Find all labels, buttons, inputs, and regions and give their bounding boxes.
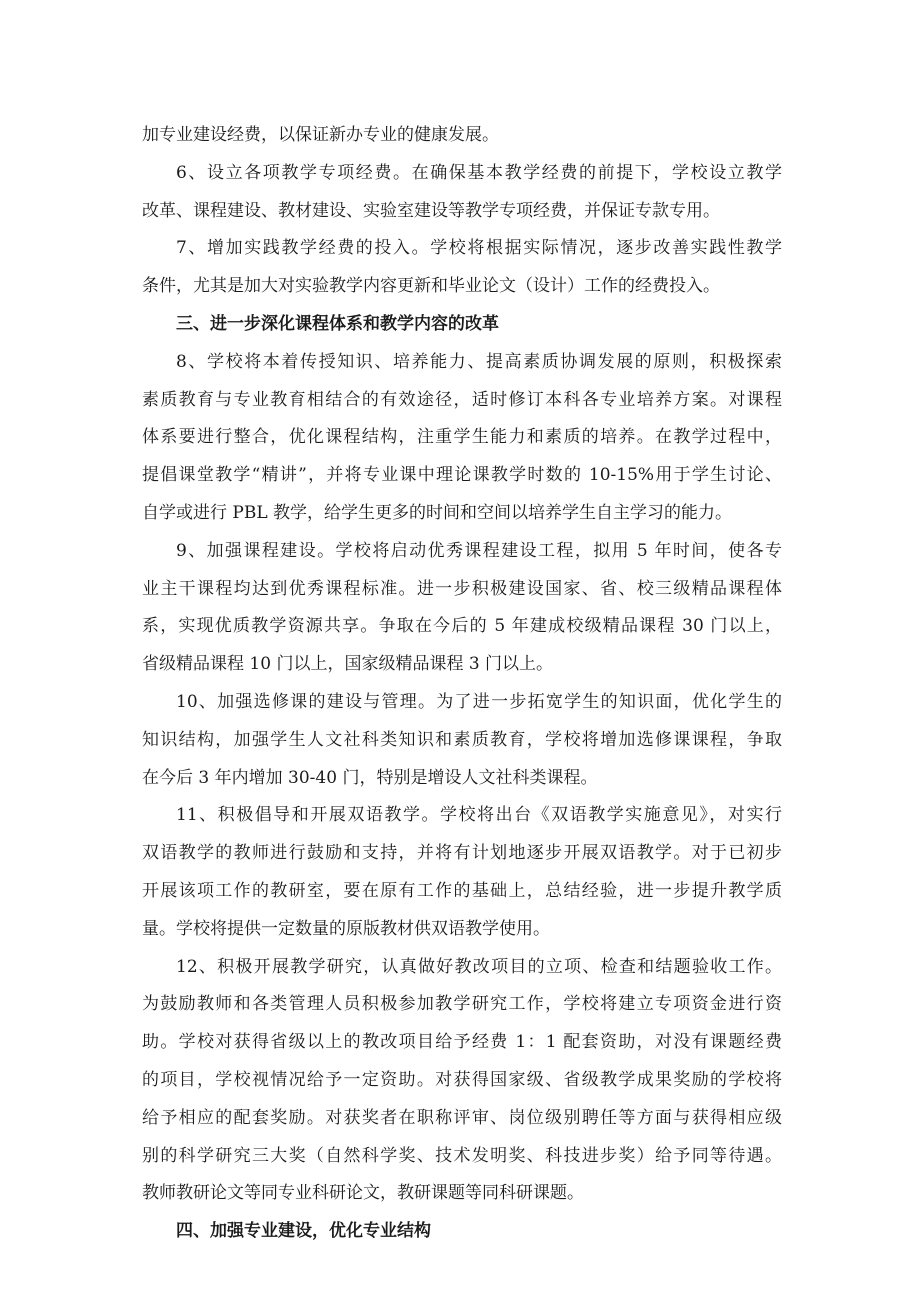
text-line: 为鼓励教师和各类管理人员积极参加教学研究工作，学校将建立专项资金进行资 bbox=[142, 994, 782, 1015]
text-line: 自学或进行 PBL 教学，给学生更多的时间和空间以培养学生自主学习的能力。 bbox=[142, 502, 733, 523]
text-line: 给予相应的配套奖励。对获奖者在职称评审、岗位级别聘任等方面与获得相应级 bbox=[142, 1107, 782, 1128]
text-line: 加专业建设经费，以保证新办专业的健康发展。 bbox=[142, 125, 499, 145]
text-line: 别的科学研究三大奖（自然科学奖、技术发明奖、科技进步奖）给予同等待遇。 bbox=[142, 1145, 782, 1166]
paragraph-first-line: 11、积极倡导和开展双语教学。学校将出台《双语教学实施意见》，对实行 bbox=[176, 805, 782, 826]
text-line: 在今后 3 年内增加 30-40 门，特别是增设人文社科类课程。 bbox=[142, 767, 598, 788]
text-line: 的项目，学校视情况给予一定资助。对获得国家级、省级教学成果奖励的学校将 bbox=[142, 1069, 782, 1090]
section-heading: 三、进一步深化课程体系和教学内容的改革 bbox=[176, 313, 499, 334]
text-line: 助。学校对获得省级以上的教改项目给予经费 1：1 配套资助，对没有课题经费 bbox=[142, 1032, 782, 1053]
section-heading: 四、加强专业建设，优化专业结构 bbox=[176, 1221, 431, 1242]
text-line: 改革、课程建设、教材建设、实验室建设等教学专项经费，并保证专款专用。 bbox=[142, 200, 720, 221]
text-line: 教师教研论文等同专业科研论文，教研课题等同科研课题。 bbox=[142, 1183, 584, 1204]
text-line: 系，实现优质教学资源共享。争取在今后的 5 年建成校级精品课程 30 门以上， bbox=[142, 616, 782, 637]
text-line: 量。学校将提供一定数量的原版教材供双语教学使用。 bbox=[142, 918, 550, 939]
text-line: 提倡课堂教学“精讲”，并将专业课中理论课教学时数的 10-15%用于学生讨论、 bbox=[142, 465, 782, 486]
text-line: 素质教育与专业教育相结合的有效途径，适时修订本科各专业培养方案。对课程 bbox=[142, 389, 782, 410]
text-line: 知识结构，加强学生人文社科类知识和素质教育，学校将增加选修课课程，争取 bbox=[142, 729, 782, 750]
paragraph-first-line: 12、积极开展教学研究，认真做好教改项目的立项、检查和结题验收工作。 bbox=[176, 956, 782, 977]
paragraph-first-line: 10、加强选修课的建设与管理。为了进一步拓宽学生的知识面，优化学生的 bbox=[176, 691, 782, 712]
text-line: 省级精品课程 10 门以上，国家级精品课程 3 门以上。 bbox=[142, 654, 554, 675]
document-body bbox=[142, 117, 782, 1251]
paragraph-first-line: 7、增加实践教学经费的投入。学校将根据实际情况，逐步改善实践性教学 bbox=[176, 238, 782, 259]
text-line: 条件，尤其是加大对实验教学内容更新和毕业论文（设计）工作的经费投入。 bbox=[142, 276, 720, 297]
text-line: 体系要进行整合，优化课程结构，注重学生能力和素质的培养。在教学过程中， bbox=[142, 427, 782, 448]
text-line: 开展该项工作的教研室，要在原有工作的基础上，总结经验，进一步提升教学质 bbox=[142, 880, 782, 901]
paragraph-first-line: 8、学校将本着传授知识、培养能力、提高素质协调发展的原则，积极探索 bbox=[176, 351, 782, 372]
paragraph-first-line: 9、加强课程建设。学校将启动优秀课程建设工程，拟用 5 年时间，使各专 bbox=[176, 540, 782, 561]
text-line: 双语教学的教师进行鼓励和支持，并将有计划地逐步开展双语教学。对于已初步 bbox=[142, 843, 782, 864]
text-line: 业主干课程均达到优秀课程标准。进一步积极建设国家、省、校三级精品课程体 bbox=[142, 578, 782, 599]
paragraph-first-line: 6、设立各项教学专项经费。在确保基本教学经费的前提下，学校设立教学 bbox=[176, 162, 782, 183]
